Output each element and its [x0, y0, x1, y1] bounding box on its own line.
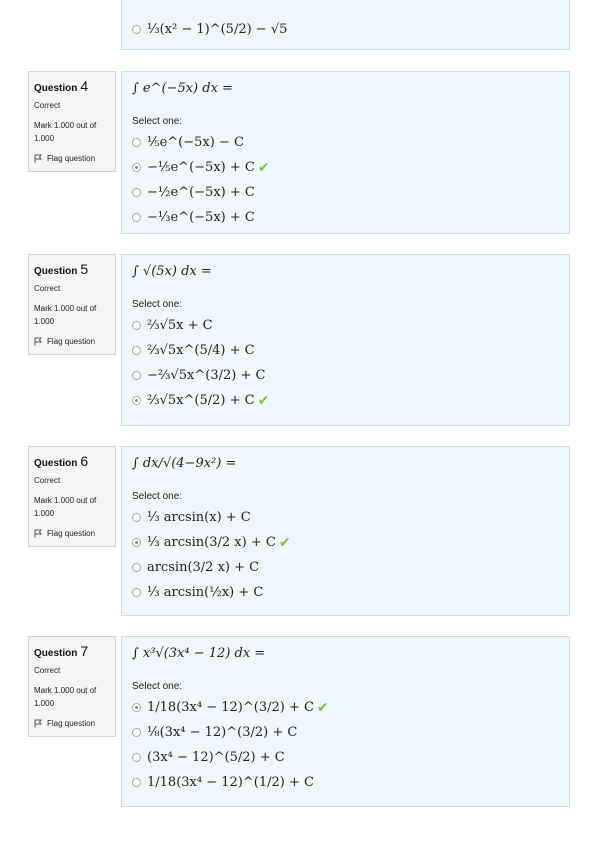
flag-question-link[interactable]: Flag question — [34, 529, 110, 538]
correct-check-icon: ✔ — [257, 159, 270, 176]
answer-option[interactable] — [132, 205, 559, 230]
question-info — [28, 71, 116, 172]
answer-list — [132, 130, 559, 230]
radio-button[interactable] — [132, 163, 141, 172]
answer-option[interactable] — [132, 580, 559, 605]
option-text: −½e^(−5x) + C — [147, 185, 255, 200]
answer-option[interactable] — [132, 17, 559, 42]
option-text: (3x⁴ − 12)^(5/2) + C — [147, 750, 285, 765]
option-text: 1/18(3x⁴ − 12)^(3/2) + C — [147, 700, 314, 715]
question-grade: Mark 1.000 out of 1.000 — [34, 121, 97, 143]
answer-list — [132, 313, 559, 413]
answer-list — [132, 505, 559, 605]
question-content — [121, 636, 570, 807]
radio-button[interactable] — [132, 753, 141, 762]
question-text: ∫ x³√(3x⁴ − 12) dx = — [132, 645, 266, 661]
question-number: Question 4 — [34, 78, 89, 94]
correct-check-icon: ✔ — [257, 392, 270, 409]
option-text: ⅓ arcsin(3/2 x) + C — [147, 535, 276, 550]
option-text: −⅕e^(−5x) + C — [147, 160, 255, 175]
option-text: ⅔√5x^(5/2) + C — [147, 393, 255, 408]
question-content — [121, 446, 570, 616]
flag-question-link[interactable]: Flag question — [34, 337, 110, 346]
question-content — [121, 71, 570, 234]
radio-button[interactable] — [132, 188, 141, 197]
radio-button[interactable] — [132, 371, 141, 380]
radio-button[interactable] — [132, 588, 141, 597]
answer-option[interactable] — [132, 180, 559, 205]
answer-option[interactable] — [132, 130, 559, 155]
question-grade: Mark 1.000 out of 1.000 — [34, 304, 97, 326]
radio-button[interactable] — [132, 728, 141, 737]
question-info — [28, 446, 116, 547]
answer-option[interactable] — [132, 770, 559, 795]
answer-option[interactable] — [132, 745, 559, 770]
select-one-prompt: Select one: — [132, 491, 183, 502]
radio-button[interactable] — [132, 346, 141, 355]
answer-list — [132, 695, 559, 795]
option-text: arcsin(3/2 x) + C — [147, 560, 260, 575]
radio-button[interactable] — [132, 778, 141, 787]
option-text: −⅓e^(−5x) + C — [147, 210, 255, 225]
answer-option[interactable] — [132, 530, 559, 555]
option-text: ⅔√5x^(5/4) + C — [147, 343, 255, 358]
correct-check-icon: ✔ — [278, 534, 291, 551]
flag-icon — [34, 154, 43, 163]
question-number: Question 7 — [34, 643, 89, 659]
correct-check-icon: ✔ — [316, 699, 329, 716]
question-text: ∫ e^(−5x) dx = — [132, 80, 233, 96]
radio-button[interactable] — [132, 396, 141, 405]
question-state: Correct — [34, 476, 61, 485]
prev-question-content — [121, 0, 570, 50]
question-state: Correct — [34, 284, 61, 293]
answer-option[interactable] — [132, 313, 559, 338]
flag-icon — [34, 337, 43, 346]
answer-option[interactable] — [132, 695, 559, 720]
option-text: ⅓(x² − 1)^(5/2) − √5 — [147, 22, 288, 37]
flag-icon — [34, 529, 43, 538]
question-info — [28, 636, 116, 737]
question-number: Question 6 — [34, 453, 89, 469]
radio-button[interactable] — [132, 538, 141, 547]
option-text: ⅓ arcsin(x) + C — [147, 510, 251, 525]
radio-button[interactable] — [132, 138, 141, 147]
option-text: ⅔√5x + C — [147, 318, 213, 333]
radio-button[interactable] — [132, 25, 141, 34]
answer-option[interactable] — [132, 338, 559, 363]
radio-button[interactable] — [132, 213, 141, 222]
answer-option[interactable] — [132, 505, 559, 530]
question-content — [121, 254, 570, 426]
option-text: −⅔√5x^(3/2) + C — [147, 368, 266, 383]
answer-option[interactable] — [132, 388, 559, 413]
radio-button[interactable] — [132, 703, 141, 712]
question-grade: Mark 1.000 out of 1.000 — [34, 496, 97, 518]
question-info — [28, 254, 116, 355]
question-state: Correct — [34, 666, 61, 675]
select-one-prompt: Select one: — [132, 116, 183, 127]
flag-icon — [34, 719, 43, 728]
question-grade: Mark 1.000 out of 1.000 — [34, 686, 97, 708]
radio-button[interactable] — [132, 321, 141, 330]
question-text: ∫ dx/√(4−9x²) = — [132, 455, 237, 471]
radio-button[interactable] — [132, 513, 141, 522]
flag-question-link[interactable]: Flag question — [34, 154, 110, 163]
select-one-prompt: Select one: — [132, 299, 183, 310]
flag-question-link[interactable]: Flag question — [34, 719, 110, 728]
option-text: 1/18(3x⁴ − 12)^(1/2) + C — [147, 775, 314, 790]
option-text: ⅛(3x⁴ − 12)^(3/2) + C — [147, 725, 298, 740]
answer-option[interactable] — [132, 555, 559, 580]
radio-button[interactable] — [132, 563, 141, 572]
question-state: Correct — [34, 101, 61, 110]
question-text: ∫ √(5x) dx = — [132, 263, 212, 279]
answer-option[interactable] — [132, 720, 559, 745]
option-text: ⅓ arcsin(½x) + C — [147, 585, 264, 600]
select-one-prompt: Select one: — [132, 681, 183, 692]
question-number: Question 5 — [34, 261, 89, 277]
option-text: ⅕e^(−5x) − C — [147, 135, 244, 150]
answer-option[interactable] — [132, 155, 559, 180]
answer-option[interactable] — [132, 363, 559, 388]
